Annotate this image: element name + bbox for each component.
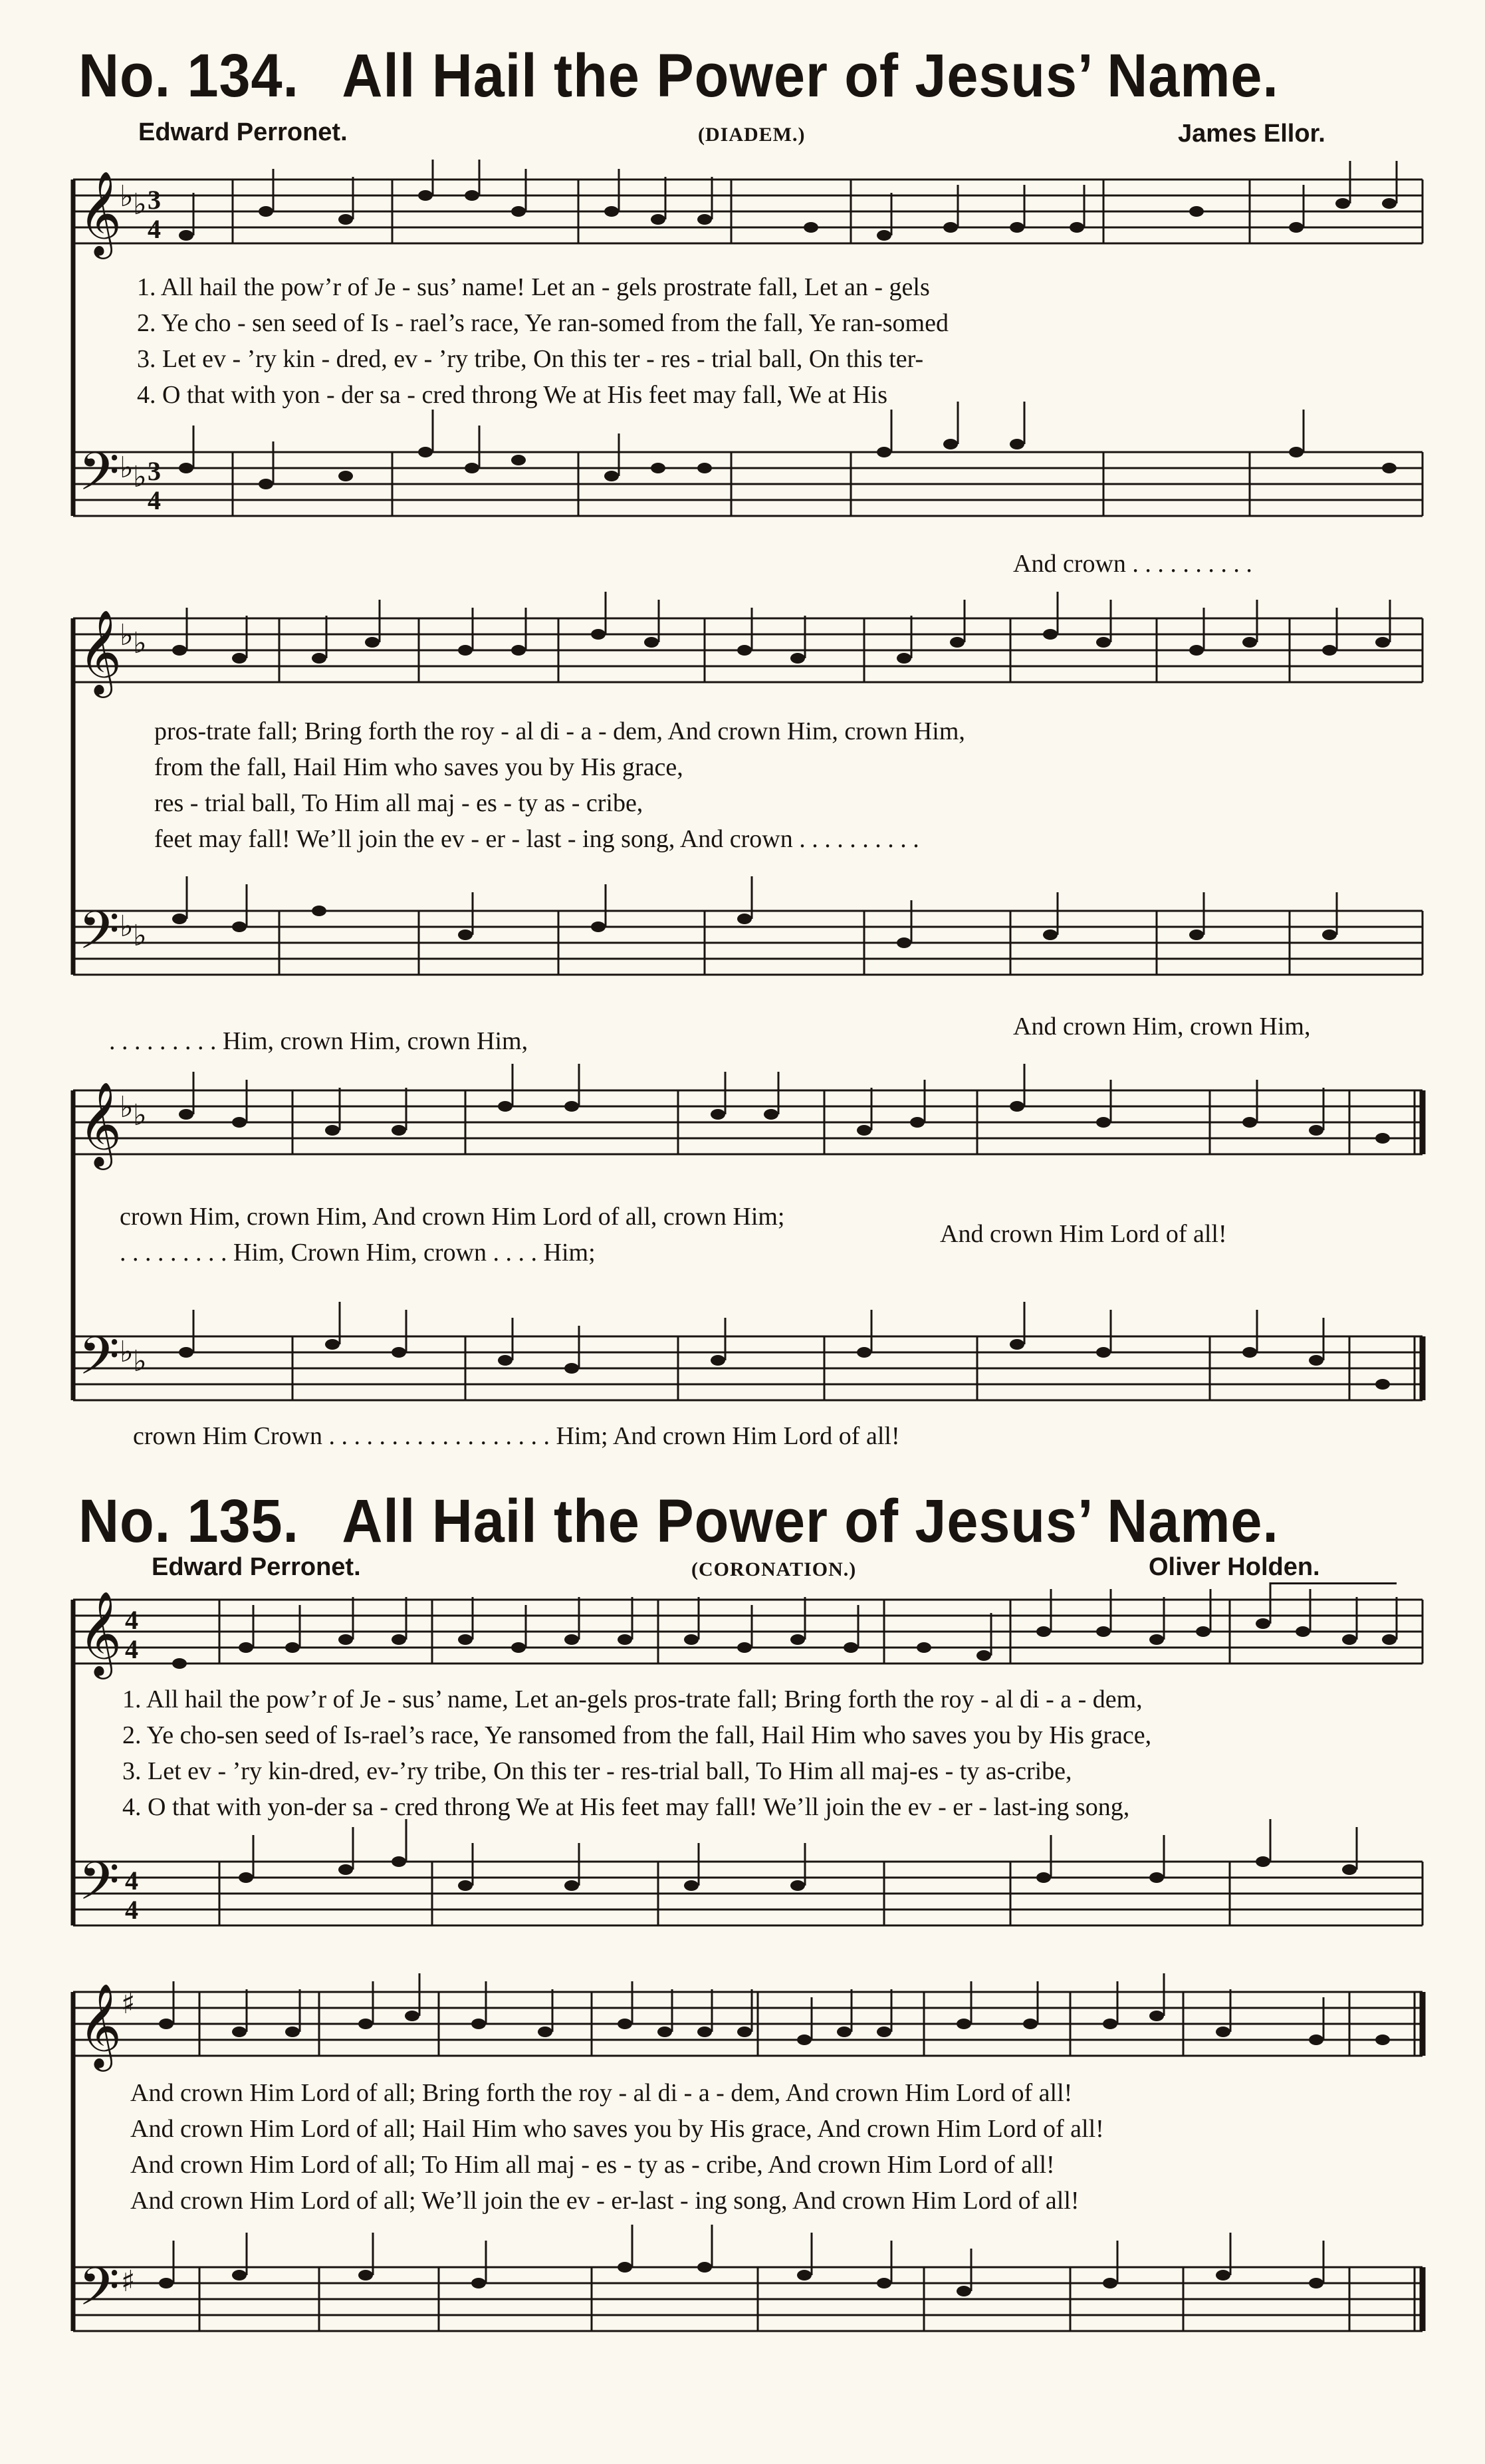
bass-lyric: And crown . . . . . . . . . . [1013, 550, 1252, 578]
svg-text:4: 4 [125, 1866, 138, 1896]
hymn-number: No. 134. [78, 42, 299, 110]
svg-text:♭: ♭ [133, 1098, 147, 1132]
svg-text:3: 3 [148, 456, 161, 486]
hymn-title-text: All Hail the Power of Jesus’ Name. [342, 1487, 1279, 1555]
svg-text:♭: ♭ [120, 451, 134, 485]
hymn-number: No. 135. [78, 1487, 299, 1555]
svg-text:𝄢: 𝄢 [78, 900, 120, 974]
svg-text:♭: ♭ [120, 180, 134, 213]
composer-credit: James Ellor. [1178, 120, 1325, 148]
music-system-2 [66, 578, 1429, 997]
svg-text:♭: ♭ [133, 460, 147, 494]
verse-line: 1. All hail the pow’r of Je - sus’ name! Let an - gels prostrate fall, Let an - gels [137, 273, 930, 301]
refrain-line: And crown Him Lord of all; Hail Him who saves you by His grace, And crown Him Lord of all! [130, 2115, 1104, 2143]
tune-name: (DIADEM.) [698, 124, 806, 146]
verse-line: 1. All hail the pow’r of Je - sus’ name, Let an-gels pros-trate fall; Bring forth the roy - al di - a - dem, [122, 1685, 1143, 1713]
verse-line: from the fall, Hail Him who saves you by His grace, [154, 753, 683, 781]
svg-text:𝄞: 𝄞 [78, 170, 122, 255]
svg-text:♭: ♭ [120, 910, 134, 943]
author-credit: Edward Perronet. [138, 118, 348, 146]
svg-text:♭: ♭ [133, 919, 147, 953]
svg-text:𝄞: 𝄞 [78, 1983, 122, 2068]
svg-text:𝄢: 𝄢 [78, 1325, 120, 1400]
refrain-line: And crown Him Lord of all; We’ll join the ev - er-last - ing song, And crown Him Lord of all! [130, 2187, 1080, 2215]
svg-text:4: 4 [125, 1895, 138, 1925]
svg-text:𝄞: 𝄞 [78, 1590, 122, 1675]
svg-text:4: 4 [125, 1634, 138, 1664]
svg-text:𝄢: 𝄢 [78, 441, 120, 515]
tune-name: (CORONATION.) [691, 1558, 857, 1580]
verse-line: crown Him, crown Him, And crown Him Lord of all, crown Him; [120, 1203, 785, 1231]
verse-line: feet may fall! We’ll join the ev - er - last - ing song, And crown . . . . . . . . . . [154, 825, 919, 853]
bass-lyric: And crown Him, crown Him, [1013, 1013, 1311, 1041]
svg-text:4: 4 [125, 1605, 138, 1635]
verse-line: 4. O that with yon - der sa - cred throng We at His feet may fall, We at His [137, 381, 887, 409]
svg-text:♭: ♭ [133, 626, 147, 660]
verse-line: And crown Him Lord of all! [940, 1220, 1227, 1248]
refrain-line: And crown Him Lord of all; Bring forth the roy - al di - a - dem, And crown Him Lord of all! [130, 2079, 1073, 2107]
svg-text:𝄢: 𝄢 [78, 2256, 120, 2330]
bass-lyric: . . . . . . . . . Him, crown Him, crown Him, [109, 1027, 528, 1055]
verse-line: 2. Ye cho-sen seed of Is-rael’s race, Ye ransomed from the fall, Hail Him who saves you by His grace, [122, 1721, 1152, 1749]
hymn-135-title [78, 1487, 1279, 1556]
svg-text:♭: ♭ [133, 187, 147, 221]
svg-text:𝄢: 𝄢 [78, 1850, 120, 1925]
verse-line: 3. Let ev - ’ry kin - dred, ev - ’ry tribe, On this ter - res - trial ball, On this ter- [137, 345, 924, 373]
bass-lyric: crown Him Crown . . . . . . . . . . . . . . . . . . Him; And crown Him Lord of all! [133, 1422, 900, 1450]
svg-text:♭: ♭ [120, 1335, 134, 1369]
hymn-134-title [78, 41, 1279, 111]
svg-text:4: 4 [148, 485, 161, 515]
composer-credit: Oliver Holden. [1149, 1553, 1320, 1581]
verse-line: 3. Let ev - ’ry kin-dred, ev-’ry tribe, On this ter - res-trial ball, To Him all maj-es - ty as-cribe, [122, 1757, 1072, 1785]
author-credit: Edward Perronet. [152, 1553, 361, 1581]
svg-text:𝄞: 𝄞 [78, 1081, 122, 1166]
refrain-line: And crown Him Lord of all; To Him all maj - es - ty as - cribe, And crown Him Lord of all! [130, 2151, 1055, 2179]
svg-text:♭: ♭ [133, 1344, 147, 1378]
svg-text:♭: ♭ [120, 1090, 134, 1124]
svg-text:♯: ♯ [121, 1987, 136, 2021]
svg-text:4: 4 [148, 214, 161, 244]
svg-text:♯: ♯ [121, 2265, 136, 2298]
verse-line: . . . . . . . . . Him, Crown Him, crown . . . . Him; [120, 1239, 596, 1267]
verse-line: 2. Ye cho - sen seed of Is - rael’s race, Ye ran-somed from the fall, Ye ran-somed [137, 309, 949, 337]
verse-line: res - trial ball, To Him all maj - es - ty as - cribe, [154, 789, 643, 817]
svg-text:♭: ♭ [120, 618, 134, 652]
hymn-title-text: All Hail the Power of Jesus’ Name. [342, 42, 1279, 110]
svg-text:𝄞: 𝄞 [78, 609, 122, 694]
svg-text:3: 3 [148, 185, 161, 215]
verse-line: 4. O that with yon-der sa - cred throng We at His feet may fall! We’ll join the ev - er - last-ing song, [122, 1793, 1130, 1821]
verse-line: pros-trate fall; Bring forth the roy - al di - a - dem, And crown Him, crown Him, [154, 717, 965, 745]
